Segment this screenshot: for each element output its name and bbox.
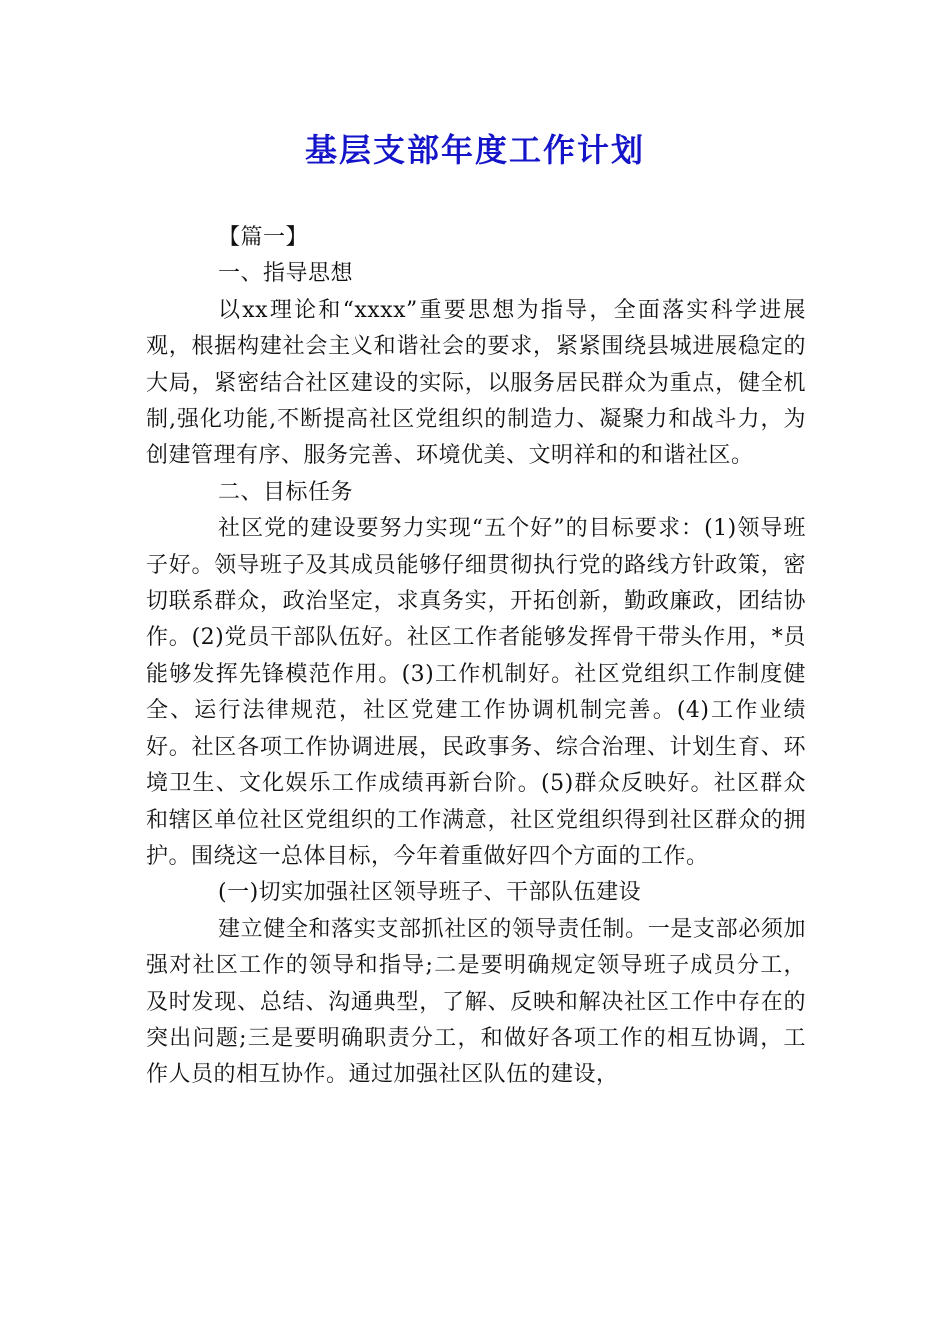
heading-guiding-ideology: 一、指导思想 [218, 261, 354, 287]
paragraph-leadership-team: 建立健全和落实支部抓社区的领导责任制。一是支部必须加强对社区工作的领导和指导;二是要明确规定领导班子成员分工，及时发现、总结、沟通典型，了解、反映和解决社区工作中存在的突出问题;三是要明确职责分工，和做好各项工作的相互协调，工作人员的相互协作。通过加强社区队伍的建设， [146, 916, 806, 1088]
section-marker: 【篇一】 [218, 225, 309, 250]
paragraph-guiding-ideology: 以xx理论和“xxxx”重要思想为指导，全面落实科学进展观，根据构建社会主义和谐社会的要求，紧紧围绕县城进展稳定的大局，紧密结合社区建设的实际，以服务居民群众为重点，健全机制,强化功能,不断提高社区党组织的制造力、凝聚力和战斗力，为创建管理有序、服务完善、环境优美、文明祥和的和谐社区。 [146, 297, 806, 469]
paragraph-goals-tasks: 社区党的建设要努力实现“五个好”的目标要求：(1)领导班子好。领导班子及其成员能够仔细贯彻执行党的路线方针政策，密切联系群众，政治坚定，求真务实，开拓创新，勤政廉政，团结协作。(2)党员干部队伍好。社区工作者能够发挥骨干带头作用，*员能够发挥先锋模范作用。(3)工作机制好。社区党组织工作制度健全、运行法律规范，社区党建工作协调机制完善。(4)工作业绩好。社区各项工作协调进展，民政事务、综合治理、计划生育、环境卫生、文化娱乐工作成绩再新台阶。(5)群众反映好。社区群众和辖区单位社区党组织的工作满意，社区党组织得到社区群众的拥护。围绕这一总体目标，今年着重做好四个方面的工作。 [146, 516, 806, 869]
document-body [146, 220, 806, 1094]
document-title: 基层支部年度工作计划 [304, 131, 645, 169]
subheading-leadership-team: (一)切实加强社区领导班子、干部队伍建设 [218, 880, 642, 906]
heading-goals-tasks: 二、目标任务 [218, 479, 354, 505]
